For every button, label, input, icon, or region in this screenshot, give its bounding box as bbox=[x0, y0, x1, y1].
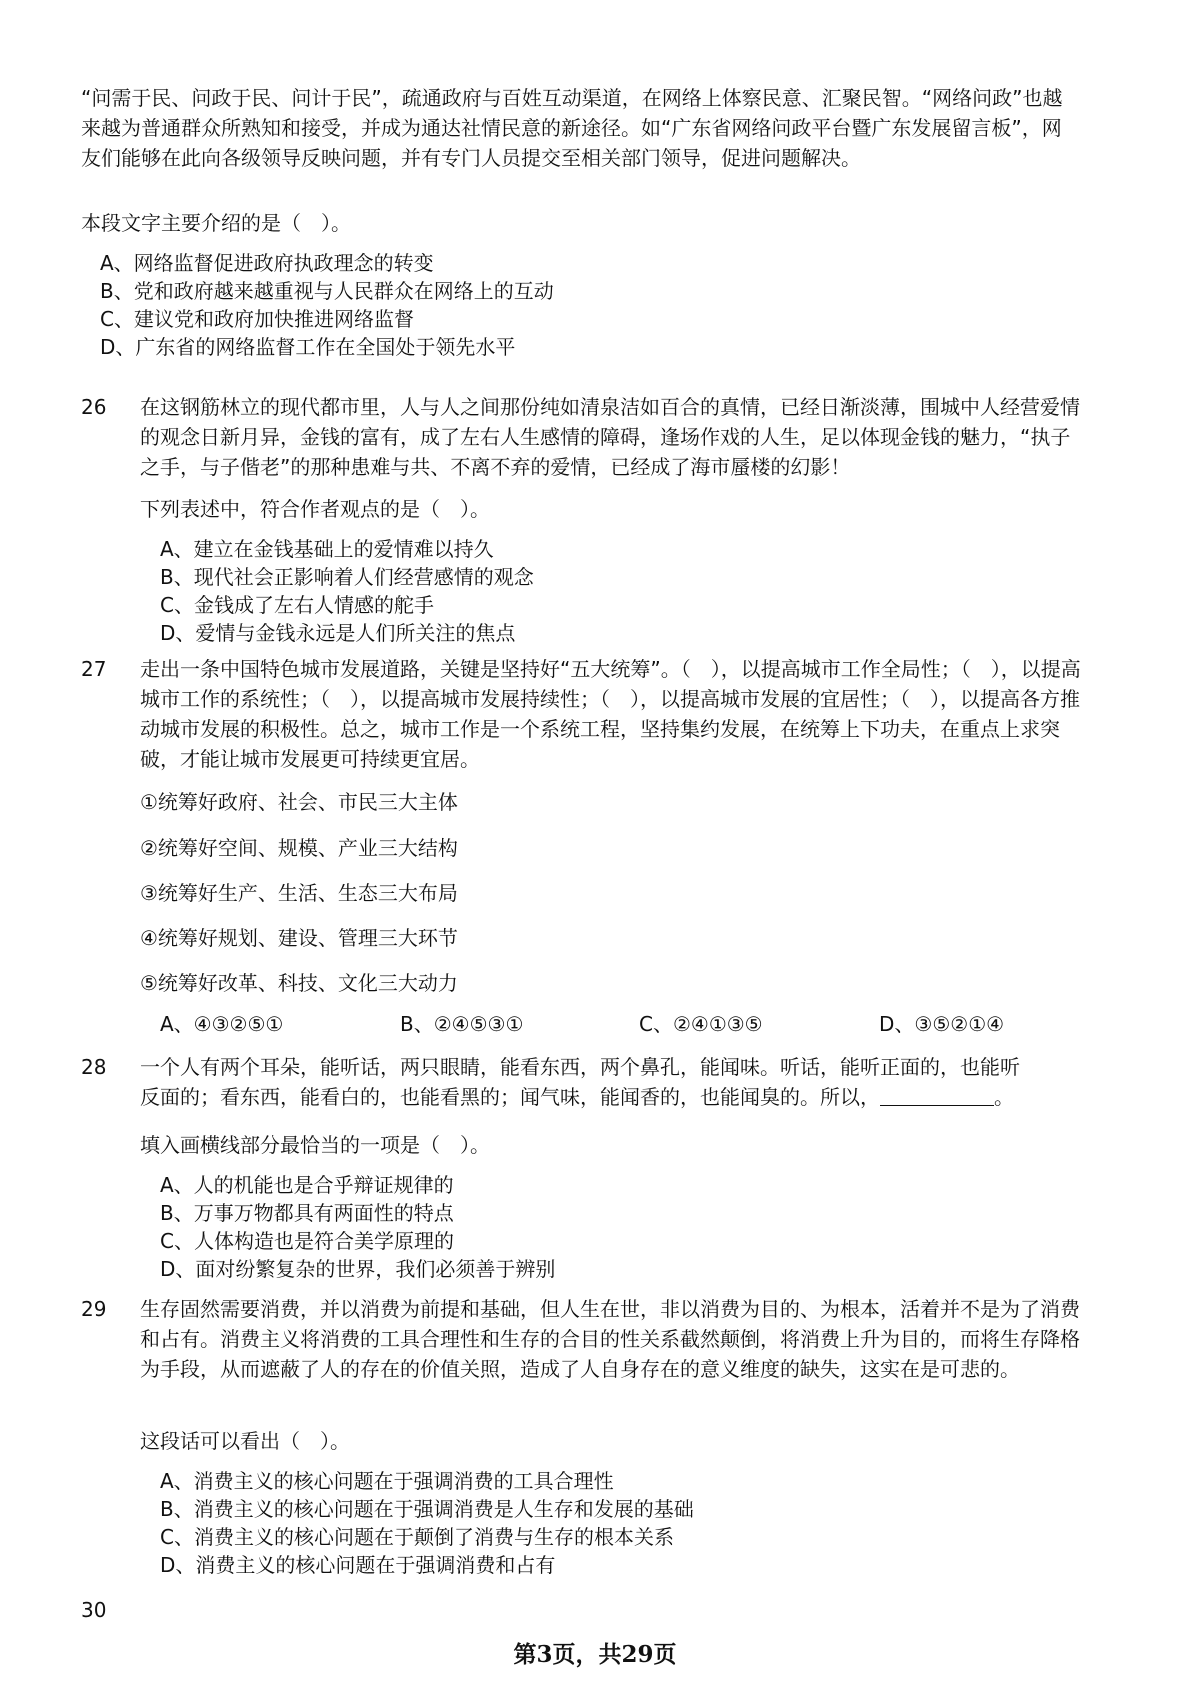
option-a: A、消费主义的核心问题在于强调消费的工具合理性 bbox=[160, 1469, 614, 1493]
intro-question: 本段文字主要介绍的是（ ）。 bbox=[81, 211, 351, 235]
intro-option-a: A、网络监督促进政府执政理念的转变 bbox=[100, 251, 434, 275]
question-passage: 走出一条中国特色城市发展道路，关键是坚持好“五大统筹”。（ ），以提高城市工作全局性；（ ），以提高城市工作的系统性；（ ），以提高城市发展持续性；（ ），以提高城市发展的宜居性；（ ），以提高各方推动城市发展的积极性。总之，城市工作是一个系统工程，坚持集约发展，在统筹上下功夫，在重点上求突破，才能让城市发展更可持续更宜居。 bbox=[140, 657, 1081, 771]
option-d: D、③⑤②①④ bbox=[879, 1012, 1005, 1036]
page-footer: 第3页，共29页 bbox=[513, 1641, 677, 1668]
question-passage-line-1: 一个人有两个耳朵，能听话，两只眼睛，能看东西，两个鼻孔，能闻味。听话，能听正面的，也能听 bbox=[140, 1055, 1020, 1079]
question-number: 29 bbox=[81, 1297, 107, 1321]
statement-3: ③统筹好生产、生活、生态三大布局 bbox=[140, 881, 458, 905]
question-number: 28 bbox=[81, 1055, 107, 1079]
question-passage: 生存固然需要消费，并以消费为前提和基础，但人生在世，非以消费为目的、为根本，活着并不是为了消费和占有。消费主义将消费的工具合理性和生存的合目的性关系截然颠倒，将消费上升为目的，而将生存降格为手段，从而遮蔽了人的存在的价值关照，造成了人自身存在的意义维度的缺失，这实在是可悲的。 bbox=[140, 1297, 1080, 1381]
question-prompt: 这段话可以看出（ ）。 bbox=[140, 1429, 350, 1453]
statement-1: ①统筹好政府、社会、市民三大主体 bbox=[140, 790, 458, 814]
option-b: B、万事万物都具有两面性的特点 bbox=[160, 1201, 454, 1225]
option-a: A、④③②⑤① bbox=[160, 1012, 284, 1036]
question-passage-line-2 bbox=[140, 1082, 1014, 1112]
option-d: D、爱情与金钱永远是人们所关注的焦点 bbox=[160, 621, 516, 645]
option-b: B、消费主义的核心问题在于强调消费是人生存和发展的基础 bbox=[160, 1497, 694, 1521]
option-a: A、建立在金钱基础上的爱情难以持久 bbox=[160, 537, 494, 561]
option-c: C、消费主义的核心问题在于颠倒了消费与生存的根本关系 bbox=[160, 1525, 674, 1549]
option-c: C、金钱成了左右人情感的舵手 bbox=[160, 593, 434, 617]
option-d: D、消费主义的核心问题在于强调消费和占有 bbox=[160, 1553, 556, 1577]
question-number: 30 bbox=[81, 1598, 107, 1622]
question-prompt: 填入画横线部分最恰当的一项是（ ）。 bbox=[140, 1133, 490, 1157]
question-number: 27 bbox=[81, 657, 107, 681]
question-prompt: 下列表述中，符合作者观点的是（ ）。 bbox=[140, 497, 490, 521]
option-b: B、现代社会正影响着人们经营感情的观念 bbox=[160, 565, 534, 589]
option-d: D、面对纷繁复杂的世界，我们必须善于辨别 bbox=[160, 1257, 556, 1281]
option-c: C、人体构造也是符合美学原理的 bbox=[160, 1229, 454, 1253]
question-number: 26 bbox=[81, 395, 107, 419]
statement-5: ⑤统筹好改革、科技、文化三大动力 bbox=[140, 971, 458, 995]
intro-passage: “问需于民、问政于民、问计于民”，疏通政府与百姓互动渠道，在网络上体察民意、汇聚民智。“网络问政”也越来越为普通群众所熟知和接受，并成为通达社情民意的新途径。如“广东省网络问政平台暨广东发展留言板”，网友们能够在此向各级领导反映问题，并有专门人员提交至相关部门领导，促进问题解决。 bbox=[81, 86, 1063, 170]
option-a: A、人的机能也是合乎辩证规律的 bbox=[160, 1173, 454, 1197]
intro-option-b: B、党和政府越来越重视与人民群众在网络上的互动 bbox=[100, 279, 554, 303]
answer-blank bbox=[880, 1085, 994, 1106]
question-passage: 在这钢筋林立的现代都市里，人与人之间那份纯如清泉洁如百合的真情，已经日渐淡薄，围城中人经营爱情的观念日新月异，金钱的富有，成了左右人生感情的障碍，逢场作戏的人生，足以体现金钱的魅力，“执子之手，与子偕老”的那种患难与共、不离不弃的爱情，已经成了海市蜃楼的幻影！ bbox=[140, 395, 1080, 479]
option-c: C、②④①③⑤ bbox=[639, 1012, 763, 1036]
option-b: B、②④⑤③① bbox=[400, 1012, 524, 1036]
statement-4: ④统筹好规划、建设、管理三大环节 bbox=[140, 926, 458, 950]
statement-2: ②统筹好空间、规模、产业三大结构 bbox=[140, 836, 458, 860]
intro-option-c: C、建议党和政府加快推进网络监督 bbox=[100, 307, 414, 331]
passage-text: 反面的；看东西，能看白的，也能看黑的；闻气味，能闻香的，也能闻臭的。所以， bbox=[140, 1085, 880, 1109]
intro-option-d: D、广东省的网络监督工作在全国处于领先水平 bbox=[100, 335, 516, 359]
passage-end: 。 bbox=[994, 1085, 1014, 1109]
